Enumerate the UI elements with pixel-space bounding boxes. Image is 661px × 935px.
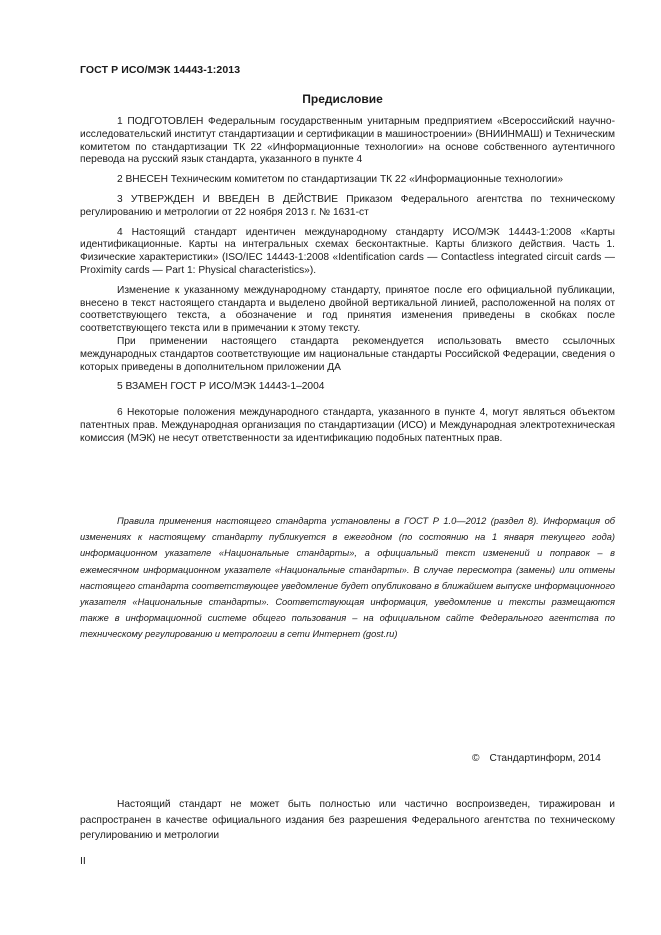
- paragraph-references: При применении настоящего стандарта рекомендуется использовать вместо ссылочных международных стандартов соответствующие им национальные стандарты Российской Федерации, сведения о которых приведены в дополнительном приложении ДА: [80, 335, 615, 373]
- foreword-body: [80, 116, 615, 446]
- copyright-text: Стандартинформ, 2014: [489, 753, 601, 764]
- paragraph-identical-standard: 4 Настоящий стандарт идентичен международному стандарту ИСО/МЭК 14443-1:2008 «Карты идентификационные. Карты на интегральных схемах бесконтактные. Карты близкого действия. Часть 1. Физические характеристики» (ISO/IEC 14443-1:2008 «Identification cards — Contactless integrated circuit cards — Proximity cards — Part 1: Physical characteristics»).: [80, 226, 615, 276]
- paragraph-patents: 6 Некоторые положения международного стандарта, указанного в пункте 4, могут являться объектом патентных прав. Международная организация по стандартизации (ИСО) и Международная электротехническая комиссия (МЭК) не несут ответственности за идентификацию подобных патентных прав.: [80, 407, 615, 444]
- paragraph-introduced: 2 ВНЕСЕН Техническим комитетом по стандартизации ТК 22 «Информационные технологии»: [117, 174, 563, 186]
- paragraph-approved: 3 УТВЕРЖДЕН И ВВЕДЕН В ДЕЙСТВИЕ Приказом Федерального агентства по техническому регулированию и метрологии от 22 ноября 2013 г. № 1631-ст: [80, 193, 615, 218]
- paragraph-prepared: 1 ПОДГОТОВЛЕН Федеральным государственным унитарным предприятием «Всероссийский научно-исследовательский институт стандартизации и сертификации в машиностроении» (ВНИИНМАШ) и Техническим комитетом по стандартизации ТК 22 «Информационные технологии» на основе собственного аутентичного перевода на русский язык стандарта, указанного в пункте 4: [80, 116, 615, 166]
- copyright-line: [472, 753, 601, 764]
- copyright-symbol: ©: [472, 753, 480, 764]
- paragraph-amendment: Изменение к указанному международному стандарту, принятое после его официальной публикации, внесено в текст настоящего стандарта и выделено двойной вертикальной линией, расположенной на полях от соответствующего текста, а обозначение и год принятия изменения приведены в скобках после соответствующего текста или в примечании к этому тексту.: [80, 284, 615, 335]
- rules-of-application-note: Правила применения настоящего стандарта установлены в ГОСТ Р 1.0—2012 (раздел 8). Информация об изменениях к настоящему стандарту публикуется в ежегодном (по состоянию на 1 января текущего года) информационном указателе «Национальные стандарты», а официальный текст изменений и поправок – в ежемесячном информационном указателе «Национальные стандарты». В случае пересмотра (замены) или отмены настоящего стандарта соответствующее уведомление будет опубликовано в ближайшем выпуске информационного указателя «Национальные стандарты». Соответствующая информация, уведомление и тексты размещаются также в информационной системе общего пользования – на официальном сайте Федерального агентства по техническому регулированию и метрологии в сети Интернет (gost.ru): [80, 516, 615, 640]
- document-header-code: ГОСТ Р ИСО/МЭК 14443-1:2013: [80, 64, 241, 76]
- section-title: Предисловие: [302, 92, 383, 106]
- page-number: II: [80, 855, 86, 867]
- paragraph-replaces: 5 ВЗАМЕН ГОСТ Р ИСО/МЭК 14443-1–2004: [117, 381, 325, 393]
- reproduction-notice: Настоящий стандарт не может быть полностью или частично воспроизведен, тиражирован и распространен в качестве официального издания без разрешения Федерального агентства по техническому регулированию и метрологии: [80, 799, 615, 841]
